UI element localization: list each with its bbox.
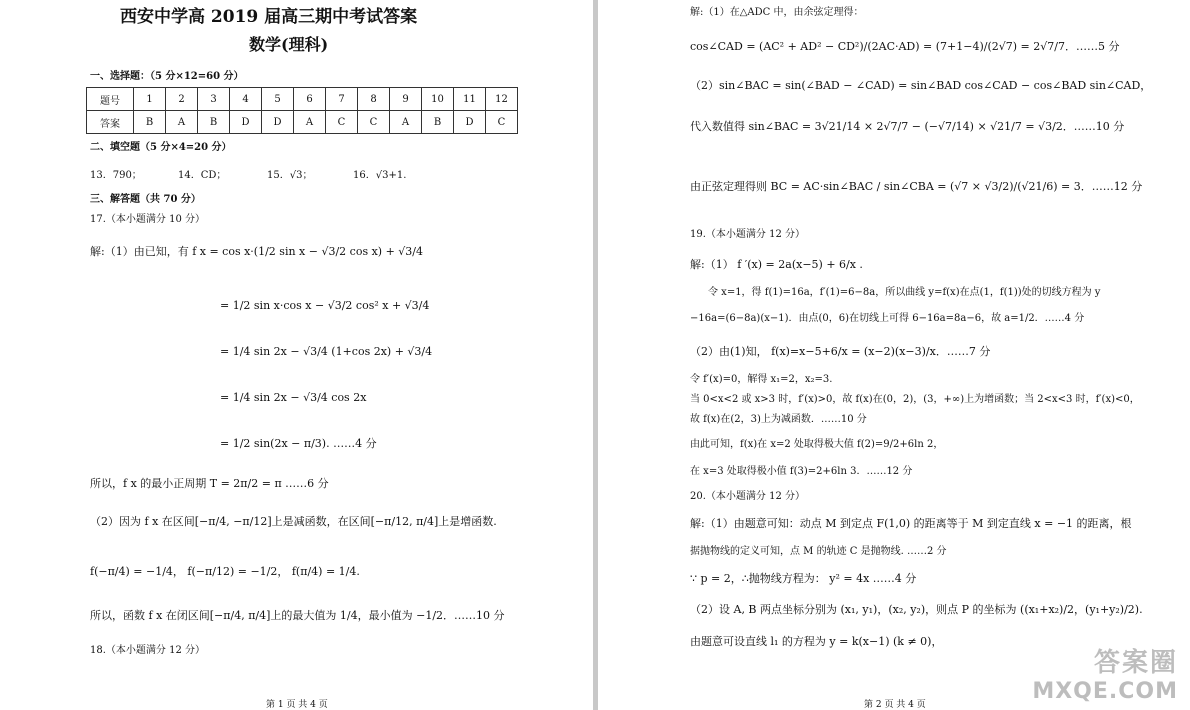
- solution-line: = 1/4 sin 2x − √3/4 cos 2x: [220, 391, 367, 404]
- table-cell: 题号: [87, 88, 134, 111]
- section-heading-solve: 三、解答题（共 70 分）: [90, 194, 201, 205]
- solution-line: = 1/2 sin(2x − π/3). ……4 分: [220, 437, 377, 450]
- solution-line: 所以，函数 f x 在闭区间[−π/4, π/4]上的最大值为 1/4，最小值为 −1/2．……10 分: [90, 609, 505, 622]
- table-cell: B: [422, 111, 454, 134]
- table-row: [87, 88, 518, 111]
- solution-line: （2）因为 f x 在区间[−π/4, −π/12]上是减函数，在区间[−π/12, π/4]上是增函数.: [90, 515, 497, 528]
- page-title: 西安中学高 2019 届高三期中考试答案: [120, 7, 418, 27]
- solution-line: 解:（1）由已知，有 f x = cos x·(1/2 sin x − √3/2 cos x) + √3/4: [90, 245, 424, 258]
- watermark-url: MXQE.COM: [1032, 679, 1178, 704]
- solution-line: 代入数值得 sin∠BAC = 3√21/14 × 2√7/7 − (−√7/14) × √21/7 = √3/2．……10 分: [690, 120, 1125, 133]
- solution-line: cos∠CAD = (AC² + AD² − CD²)/(2AC·AD) = (7+1−4)/(2√7) = 2√7/7．……5 分: [690, 40, 1120, 53]
- solution-line: 所以，f x 的最小正周期 T = 2π/2 = π ……6 分: [90, 477, 329, 490]
- page-subtitle: 数学(理科): [249, 35, 329, 54]
- table-cell: B: [134, 111, 166, 134]
- fill-answer-15: 15．√3；: [267, 170, 313, 181]
- solution-line: 解:（1） f ′(x) = 2a(x−5) + 6/x .: [690, 258, 863, 271]
- page-footer: 第 2 页 共 4 页: [864, 700, 926, 710]
- solution-line: 由正弦定理得则 BC = AC·sin∠BAC / sin∠CBA = (√7 × √3/2)/(√21/6) = 3．……12 分: [690, 180, 1143, 193]
- problem-heading: 19.（本小题满分 12 分）: [690, 229, 805, 240]
- solution-line: 解:（1）在△ADC 中，由余弦定理得：: [690, 7, 864, 18]
- solution-line: 解:（1）由题意可知：动点 M 到定点 F(1,0) 的距离等于 M 到定直线 x = −1 的距离，根: [690, 517, 1132, 530]
- table-cell: B: [198, 111, 230, 134]
- table-cell: C: [358, 111, 390, 134]
- solution-line: 据抛物线的定义可知，点 M 的轨迹 C 是抛物线. ……2 分: [690, 546, 947, 557]
- solution-line: 在 x=3 处取得极小值 f(3)=2+6ln 3．……12 分: [690, 466, 913, 477]
- solution-line: （2）sin∠BAC = sin(∠BAD − ∠CAD) = sin∠BAD cos∠CAD − cos∠BAD sin∠CAD，: [690, 79, 1152, 92]
- table-row: [87, 111, 518, 134]
- problem-heading: 20.（本小题满分 12 分）: [690, 491, 805, 502]
- solution-line: 由题意可设直线 l₁ 的方程为 y = k(x−1) (k ≠ 0)，: [690, 635, 943, 648]
- table-cell: 11: [454, 88, 486, 111]
- solution-line: （2）由(1)知， f(x)=x−5+6/x = (x−2)(x−3)/x．……7 分: [690, 345, 991, 358]
- table-cell: A: [390, 111, 422, 134]
- table-cell: A: [166, 111, 198, 134]
- page-2: [598, 0, 1190, 710]
- table-cell: D: [262, 111, 294, 134]
- section-heading-choice: 一、选择题：（5 分×12=60 分）: [90, 71, 244, 82]
- solution-line: （2）设 A, B 两点坐标分别为 (x₁, y₁)，(x₂, y₂)，则点 P 的坐标为 ((x₁+x₂)/2，(y₁+y₂)/2).: [690, 603, 1143, 616]
- solution-line: ∵ p = 2，∴抛物线方程为： y² = 4x ……4 分: [690, 572, 917, 585]
- fill-answer-13: 13．790；: [90, 170, 142, 181]
- table-cell: C: [326, 111, 358, 134]
- solution-line: −16a=(6−8a)(x−1)．由点(0，6)在切线上可得 6−16a=8a−6，故 a=1/2．……4 分: [690, 313, 1085, 324]
- watermark-logo: [1032, 642, 1178, 704]
- fill-answer-16: 16．√3+1.: [353, 170, 407, 181]
- solution-line: 令 f′(x)=0，解得 x₁=2，x₂=3.: [690, 374, 833, 385]
- table-cell: 1: [134, 88, 166, 111]
- table-cell: 2: [166, 88, 198, 111]
- table-cell: 6: [294, 88, 326, 111]
- table-cell: 5: [262, 88, 294, 111]
- answer-table: [86, 87, 518, 134]
- table-cell: 9: [390, 88, 422, 111]
- problem-heading: 18.（本小题满分 12 分）: [90, 645, 205, 656]
- solution-line: 当 0<x<2 或 x>3 时，f′(x)>0，故 f(x)在(0，2)，(3，+∞)上为增函数；当 2<x<3 时，f′(x)<0，: [690, 394, 1140, 405]
- table-cell: A: [294, 111, 326, 134]
- solution-line: 由此可知，f(x)在 x=2 处取得极大值 f(2)=9/2+6ln 2，: [690, 439, 944, 450]
- solution-line: f(−π/4) = −1/4， f(−π/12) = −1/2， f(π/4) = 1/4.: [90, 565, 360, 578]
- page-1: [0, 0, 593, 710]
- table-cell: C: [486, 111, 518, 134]
- solution-line: = 1/4 sin 2x − √3/4 (1+cos 2x) + √3/4: [220, 345, 433, 358]
- table-cell: 7: [326, 88, 358, 111]
- solution-line: 故 f(x)在(2，3)上为减函数．……10 分: [690, 414, 867, 425]
- table-cell: D: [230, 111, 262, 134]
- fill-answer-14: 14．CD；: [178, 170, 227, 181]
- solution-line: 令 x=1，得 f(1)=16a，f′(1)=6−8a，所以曲线 y=f(x)在点(1，f(1))处的切线方程为 y: [708, 287, 1101, 298]
- table-cell: D: [454, 111, 486, 134]
- problem-heading: 17.（本小题满分 10 分）: [90, 214, 205, 225]
- page-footer: 第 1 页 共 4 页: [266, 700, 328, 710]
- table-cell: 答案: [87, 111, 134, 134]
- watermark-text: 答案圈: [1093, 648, 1178, 678]
- table-cell: 10: [422, 88, 454, 111]
- table-cell: 4: [230, 88, 262, 111]
- section-heading-fill: 二、填空题（5 分×4=20 分）: [90, 142, 232, 153]
- table-cell: 3: [198, 88, 230, 111]
- table-cell: 8: [358, 88, 390, 111]
- table-cell: 12: [486, 88, 518, 111]
- solution-line: = 1/2 sin x·cos x − √3/2 cos² x + √3/4: [220, 299, 430, 312]
